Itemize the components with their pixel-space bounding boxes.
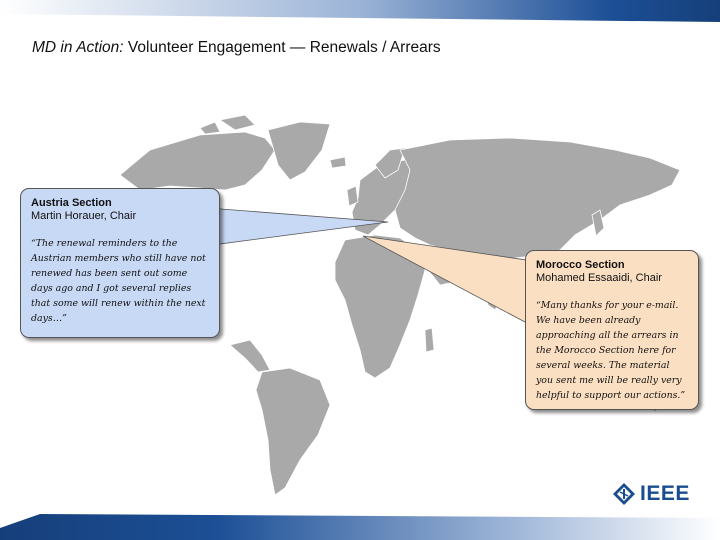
morocco-callout [525, 250, 699, 410]
ieee-logo [612, 482, 690, 506]
austria-person: Martin Horauer, Chair [31, 210, 137, 222]
title-italic-part: MD in Action: [32, 39, 124, 56]
morocco-person: Mohamed Essaaidi, Chair [536, 272, 662, 284]
austria-heading: Austria Section [31, 197, 112, 209]
austria-callout [20, 188, 220, 338]
austria-connector [208, 208, 388, 245]
austria-quote: “The renewal reminders to the Austrian members who still have not renewed has been sent out some days ago and I got several replies that some will renew within the next days…” [31, 238, 206, 324]
title-main-part: Volunteer Engagement — Renewals / Arrears [123, 39, 441, 56]
morocco-connector [363, 236, 540, 330]
ieee-logo-text: IEEE [640, 482, 690, 505]
morocco-heading: Morocco Section [536, 259, 625, 271]
ieee-diamond-icon [612, 482, 636, 506]
morocco-quote: “Many thanks for your e-mail. We have been already approaching all the arrears in the Morocco Section here for several weeks. The material you sent me will be really very helpful to support our actions.” [536, 300, 686, 401]
bottom-footer-band [0, 508, 720, 540]
